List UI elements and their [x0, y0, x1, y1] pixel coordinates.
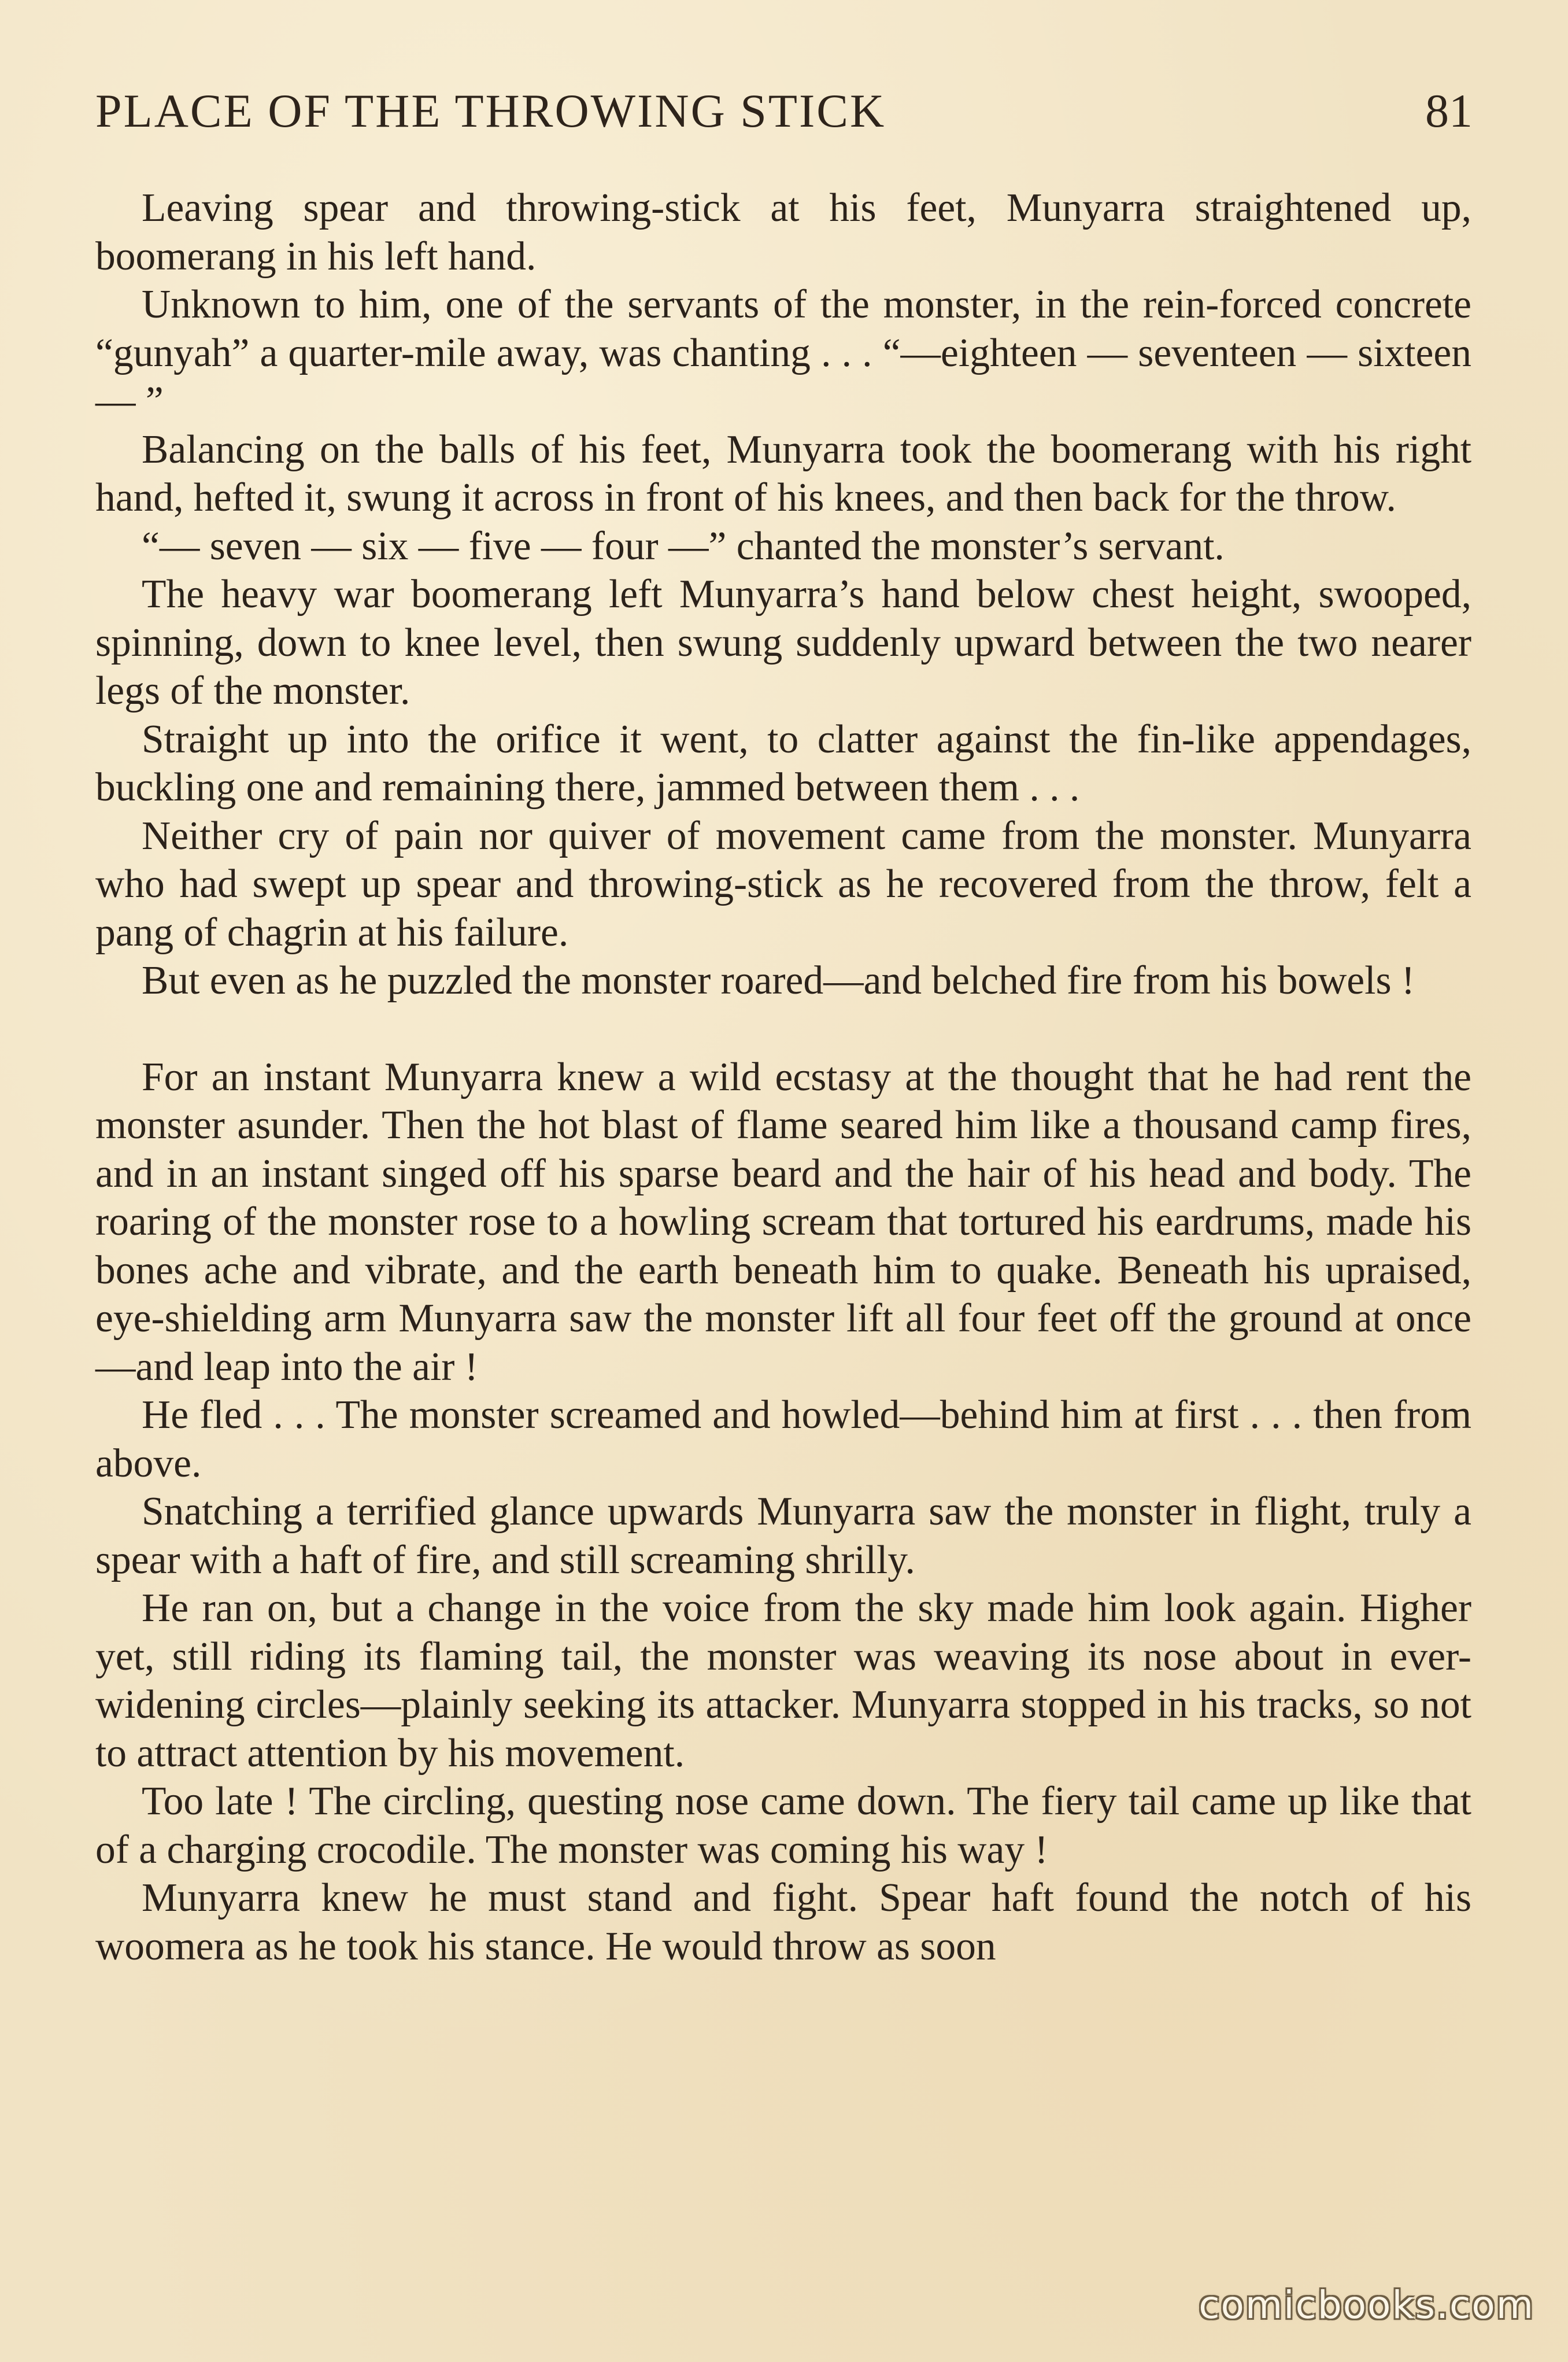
paragraph: Too late ! The circling, questing nose came down. The fiery tail came up like that of a charging crocodile. The monster was coming his way ! — [95, 1779, 1471, 1872]
body-text — [95, 184, 1471, 1970]
paragraph: Snatching a terrified glance upwards Munyarra saw the monster in flight, truly a spear with a haft of fire, and still screaming shrilly. — [95, 1489, 1471, 1582]
paragraph: Neither cry of pain nor quiver of movement came from the monster. Munyarra who had swept up spear and throwing-stick as he recovered from the throw, felt a pang of chagrin at his failure. — [95, 813, 1471, 955]
paragraph: He fled . . . The monster screamed and howled—behind him at first . . . then from above. — [95, 1393, 1471, 1486]
paragraph: For an instant Munyarra knew a wild ecstasy at the thought that he had rent the monster asunder. Then the hot blast of flame seared him like a thousand camp fires, and in an instant singed off his sparse beard and the hair of his head and body. The roaring of the monster rose to a howling scream that tortured his eardrums, made his bones ache and vibrate, and the earth beneath him to quake. Beneath his upraised, eye-shielding arm Munyarra saw the monster lift all four feet off the ground at once—and leap into the air ! — [95, 1054, 1471, 1389]
paragraph: But even as he puzzled the monster roared—and belched fire from his bowels ! — [142, 958, 1415, 1003]
page-number: 81 — [1425, 84, 1473, 137]
section-break — [95, 1005, 1471, 1053]
paragraph: Balancing on the balls of his feet, Munyarra took the boomerang with his right hand, hefted it, swung it across in front of his knees, and then back for the throw. — [95, 427, 1471, 520]
paragraph: Straight up into the orifice it went, to clatter against the fin-like appendages, buckling one and remaining there, jammed between them . . . — [95, 717, 1471, 810]
page-header — [95, 84, 1473, 147]
paragraph: Munyarra knew he must stand and fight. Spear haft found the notch of his woomera as he took his stance. He would throw as soon — [95, 1876, 1471, 1969]
running-title: PLACE OF THE THROWING STICK — [95, 84, 886, 137]
paragraph: The heavy war boomerang left Munyarra’s hand below chest height, swooped, spinning, down to knee level, then swung suddenly upward between the two nearer legs of the monster. — [95, 572, 1471, 713]
paragraph: He ran on, but a change in the voice from the sky made him look again. Higher yet, still riding its flaming tail, the monster was weaving its nose about in ever-widening circles—plainly seeking its attacker. Munyarra stopped in his tracks, so not to attract attention by his movement. — [95, 1586, 1471, 1776]
paragraph: Leaving spear and throwing-stick at his feet, Munyarra straightened up, boomerang in his left hand. — [95, 186, 1471, 279]
watermark-logo: comicbooks.com — [1199, 2283, 1534, 2327]
paragraph: Unknown to him, one of the servants of the monster, in the rein-forced concrete “gunyah” a quarter-mile away, was chanting . . . “—eighteen — seventeen — sixteen — ” — [95, 282, 1471, 423]
paragraph: “— seven — six — five — four —” chanted the monster’s servant. — [142, 523, 1225, 569]
